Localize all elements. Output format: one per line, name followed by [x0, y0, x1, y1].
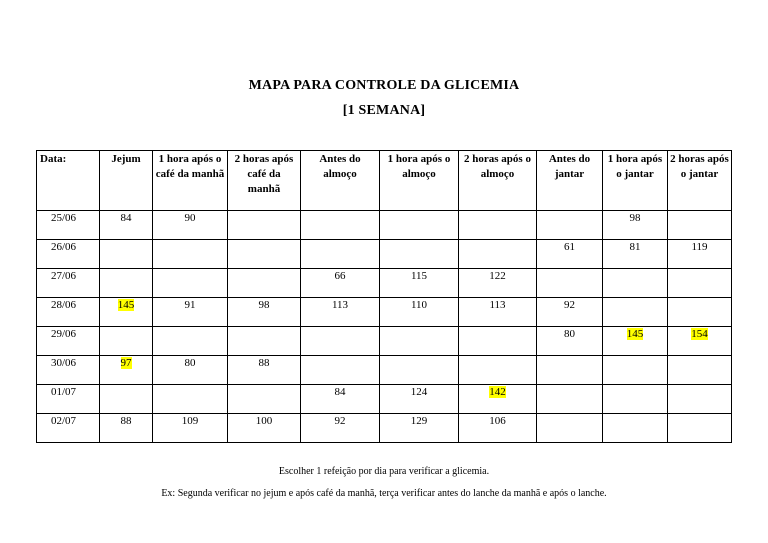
table-row: [37, 240, 732, 269]
highlighted-value: 97: [120, 357, 132, 369]
table-cell: 113: [301, 298, 380, 327]
table-cell: [380, 211, 459, 240]
table-cell: [153, 269, 228, 298]
header-1h-after-dinner: 1 hora após o jantar: [603, 151, 668, 211]
table-cell: 80: [153, 356, 228, 385]
table-cell: [228, 269, 301, 298]
table-row: [37, 356, 732, 385]
highlighted-value: 154: [691, 328, 708, 340]
table-cell: [537, 356, 603, 385]
table-cell: [100, 298, 153, 327]
date-cell: 25/06: [37, 211, 100, 240]
table-cell: [603, 327, 668, 356]
table-cell: 124: [380, 385, 459, 414]
table-cell: 100: [228, 414, 301, 443]
table-cell: [380, 356, 459, 385]
table-cell: [603, 414, 668, 443]
table-cell: [603, 385, 668, 414]
header-before-lunch: Antes do almoço: [301, 151, 380, 211]
table-cell: [380, 327, 459, 356]
date-cell: 01/07: [37, 385, 100, 414]
table-cell: [301, 240, 380, 269]
table-cell: [100, 240, 153, 269]
table-cell: [100, 385, 153, 414]
table-cell: [603, 356, 668, 385]
table-cell: 91: [153, 298, 228, 327]
table-cell: [537, 211, 603, 240]
header-date: Data:: [37, 151, 100, 211]
header-2h-after-breakfast: 2 horas após café da manhã: [228, 151, 301, 211]
header-1h-after-lunch: 1 hora após o almoço: [380, 151, 459, 211]
table-cell: 106: [459, 414, 537, 443]
table-cell: [459, 385, 537, 414]
table-cell: [228, 385, 301, 414]
table-cell: [153, 327, 228, 356]
table-cell: [301, 356, 380, 385]
table-cell: 92: [537, 298, 603, 327]
header-jejum: Jejum: [100, 151, 153, 211]
table-cell: 98: [603, 211, 668, 240]
table-cell: 113: [459, 298, 537, 327]
table-cell: [668, 356, 732, 385]
glycemia-table: [36, 150, 732, 443]
table-cell: [537, 414, 603, 443]
table-cell: [668, 269, 732, 298]
instruction-note: Escolher 1 refeição por dia para verificar a glicemia.: [278, 466, 490, 477]
table-cell: [459, 211, 537, 240]
table-cell: 84: [301, 385, 380, 414]
date-cell: 02/07: [37, 414, 100, 443]
table-cell: [100, 269, 153, 298]
table-cell: 80: [537, 327, 603, 356]
table-cell: [100, 356, 153, 385]
document-title: MAPA PARA CONTROLE DA GLICEMIA: [248, 78, 520, 93]
table-cell: [153, 385, 228, 414]
header-1h-after-breakfast: 1 hora após o café da manhã: [153, 151, 228, 211]
table-cell: [228, 240, 301, 269]
table-cell: [153, 240, 228, 269]
table-cell: [459, 327, 537, 356]
table-cell: [100, 327, 153, 356]
table-cell: [537, 385, 603, 414]
highlighted-value: 142: [489, 386, 506, 398]
table-row: [37, 269, 732, 298]
table-cell: 84: [100, 211, 153, 240]
header-2h-after-lunch: 2 horas após o almoço: [459, 151, 537, 211]
table-cell: [668, 414, 732, 443]
table-cell: 115: [380, 269, 459, 298]
table-cell: 122: [459, 269, 537, 298]
date-cell: 29/06: [37, 327, 100, 356]
table-row: [37, 211, 732, 240]
table-cell: 110: [380, 298, 459, 327]
header-row: [37, 151, 732, 211]
document-subtitle: [1 SEMANA]: [342, 103, 426, 118]
table-cell: [228, 327, 301, 356]
table-cell: [301, 211, 380, 240]
table-cell: 92: [301, 414, 380, 443]
table-cell: 98: [228, 298, 301, 327]
table-row: [37, 298, 732, 327]
table-row: [37, 414, 732, 443]
table-cell: [603, 269, 668, 298]
header-before-dinner: Antes do jantar: [537, 151, 603, 211]
highlighted-value: 145: [626, 328, 644, 340]
table-cell: 88: [100, 414, 153, 443]
table-cell: [668, 211, 732, 240]
date-cell: 30/06: [37, 356, 100, 385]
table-cell: [603, 298, 668, 327]
table-cell: 66: [301, 269, 380, 298]
table-cell: [668, 298, 732, 327]
table-cell: [668, 385, 732, 414]
date-cell: 28/06: [37, 298, 100, 327]
table-cell: 119: [668, 240, 732, 269]
table-row: [37, 327, 732, 356]
table-cell: 81: [603, 240, 668, 269]
table-cell: 90: [153, 211, 228, 240]
table-cell: 129: [380, 414, 459, 443]
table-cell: [459, 240, 537, 269]
table-cell: 88: [228, 356, 301, 385]
table-cell: 109: [153, 414, 228, 443]
highlighted-value: 145: [117, 299, 135, 311]
table-cell: [301, 327, 380, 356]
table-cell: [380, 240, 459, 269]
date-cell: 26/06: [37, 240, 100, 269]
table-cell: [668, 327, 732, 356]
table-cell: [537, 269, 603, 298]
table-row: [37, 385, 732, 414]
table-cell: 61: [537, 240, 603, 269]
table-cell: [228, 211, 301, 240]
table-cell: [459, 356, 537, 385]
date-cell: 27/06: [37, 269, 100, 298]
header-2h-after-dinner: 2 horas após o jantar: [668, 151, 732, 211]
example-note: Ex: Segunda verificar no jejum e após café da manhã, terça verificar antes do lanche da manhã e após o lanche.: [161, 488, 607, 499]
